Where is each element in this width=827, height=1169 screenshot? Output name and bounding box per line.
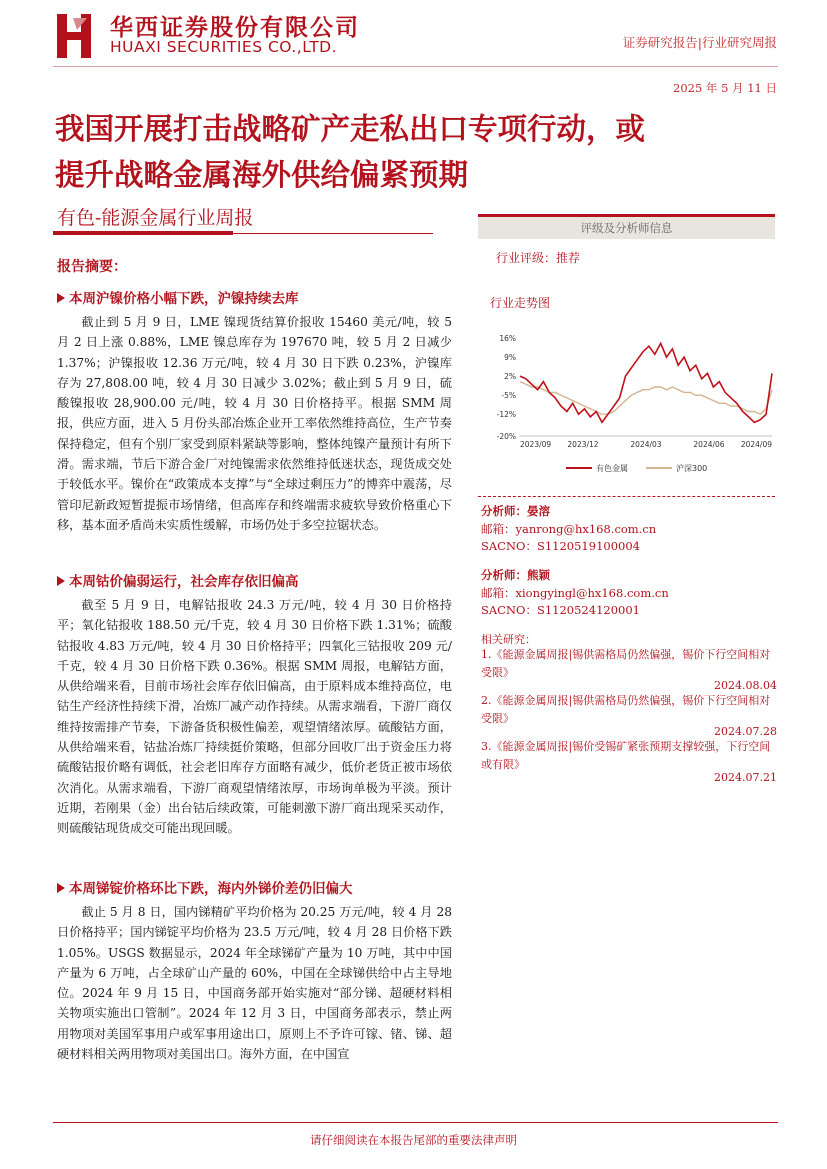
trend-chart-title: 行业走势图 — [490, 296, 551, 310]
company-name-en: HUAXI SECURITIES CO.,LTD. — [110, 38, 338, 56]
report-date: 2025 年 5 月 11 日 — [673, 81, 777, 95]
section-nickel — [57, 287, 452, 535]
analyst-name: 分析师：晏溶 — [481, 504, 550, 518]
related-date-2: 2024.07.28 — [714, 725, 777, 738]
report-title — [55, 106, 795, 198]
x-tick-label: 2024/03 — [630, 440, 662, 449]
y-tick-label: 2% — [504, 372, 516, 382]
footer-disclaimer: 请仔细阅读在本报告尾部的重要法律声明 — [310, 1133, 517, 1147]
y-tick-label: 16% — [499, 334, 516, 343]
analyst-email: 邮箱：xiongyingl@hx168.com.cn — [481, 586, 669, 600]
arrow-icon — [57, 576, 65, 586]
y-tick-label: -12% — [496, 410, 516, 420]
x-tick-label: 2024/09 — [740, 440, 772, 449]
arrow-icon — [57, 883, 65, 893]
analyst-sacno: SACNO：S1120519100004 — [481, 539, 640, 553]
title-line-1: 我国开展打击战略矿产走私出口专项行动，或 — [55, 111, 646, 146]
analyst-1 — [481, 503, 656, 554]
section-title: 本周沪镍价格小幅下跌，沪镍持续去库 — [57, 287, 452, 307]
x-tick-label: 2024/06 — [693, 440, 725, 449]
related-date-1: 2024.08.04 — [714, 679, 777, 692]
series-line-nonferrous — [520, 343, 772, 422]
y-tick-label: 9% — [504, 353, 516, 363]
title-line-2: 提升战略金属海外供给偏紧预期 — [55, 157, 469, 192]
subtitle-divider — [53, 231, 233, 235]
legend-label: 沪深300 — [676, 464, 708, 473]
analyst-2 — [481, 567, 669, 618]
arrow-icon — [57, 293, 65, 303]
summary-heading: 报告摘要： — [57, 259, 127, 275]
footer-divider — [53, 1122, 778, 1123]
section-title: 本周锑锭价格环比下跌，海内外锑价差仍旧偏大 — [57, 877, 452, 897]
subtitle-divider-thin — [232, 233, 433, 234]
section-cobalt — [57, 570, 452, 839]
related-item-2[interactable]: 2.《能源金属周报|锡供需格局仍然偏强，锡价下行空间相对受限》 — [481, 694, 771, 725]
related-item-3[interactable]: 3.《能源金属周报|锡价受锡矿紧张预期支撑较强，下行空间或有限》 — [481, 740, 771, 771]
section-title: 本周钴价偏弱运行，社会库存依旧偏高 — [57, 570, 452, 590]
series-line-csi300 — [520, 382, 772, 415]
sidebar-divider — [478, 496, 775, 497]
sidebar-header: 评级及分析师信息 — [478, 214, 775, 239]
analyst-sacno: SACNO：S1120524120001 — [481, 603, 640, 617]
industry-trend-chart — [484, 318, 779, 483]
industry-rating: 行业评级：推荐 — [496, 251, 581, 265]
report-type: 证券研究报告|行业研究周报 — [622, 35, 777, 50]
x-tick-label: 2023/12 — [567, 440, 599, 449]
legend-label: 有色金属 — [596, 464, 628, 473]
section-body: 截至 5 月 9 日，电解钴报收 24.3 万元/吨，较 4 月 30 日价格持平；氧化钴报收 188.50 元/千克，较 4 月 30 日价格下跌 1.31%；硫酸钴报收 4.83 万元/吨，较 4 月 30 日价格持平；四氧化三钴报收 209 元/千克，较 4 月 30 日价格下跌 0.36%。根据 SMM 周报，电解钴方面，从供给端来看，目前市场社会库存依旧偏高，由于原料成本维持高位，电钴生产经济性持续下滑，冶炼厂减产动作持续。从需求端看，下游厂商仅维持按需排产节奏，下游备货积极性偏差，观望情绪浓厚。硫酸钴方面，从供给端来看，钴盐冶炼厂持续挺价策略，但部分回收厂出于资金压力将硫酸钴报价略有调低，社会老旧库存方面略有减少，低价老货正被市场依次消化。从需求端看，下游厂商观望情绪浓厚，市场询单极为平淡。预计近期，若刚果（金）出台钴后续政策，可能刺激下游厂商出现采买动作，则硫酸钴现货成交可能出现回暖。 — [57, 598, 452, 836]
y-tick-label: -5% — [501, 391, 516, 401]
report-subtitle: 有色-能源金属行业周报 — [57, 207, 254, 229]
huaxi-logo-icon — [53, 10, 95, 62]
related-item-1[interactable]: 1.《能源金属周报|锡供需格局仍然偏强，锡价下行空间相对受限》 — [481, 648, 771, 679]
company-name-cn: 华西证券股份有限公司 — [110, 15, 360, 41]
related-date-3: 2024.07.21 — [714, 771, 777, 784]
header-divider — [53, 66, 778, 67]
x-tick-label: 2023/09 — [520, 440, 552, 449]
analyst-email: 邮箱：yanrong@hx168.com.cn — [481, 522, 657, 536]
section-body: 截止 5 月 8 日，国内锑精矿平均价格为 20.25 万元/吨，较 4 月 28 日价格持平；国内锑锭平均价格为 23.5 万元/吨，较 4 月 28 日价格下跌 1.05%。USGS 数据显示，2024 年全球锑矿产量为 10 万吨，其中中国产量为 6 万吨，占全球矿山产量的 60%，中国在全球锑供给中占主导地位。2024 年 9 月 15 日，中国商务部开始实施对“部分锑、超硬材料相关物项实施出口管制”。2024 年 12 月 3 日，中国商务部表示，禁止两用物项对美国军事用户或军事用途出口，原则上不予许可镓、锗、锑、超硬材料相关两用物项对美国出口。海外方面，在中国宣 — [57, 905, 452, 1062]
section-antimony — [57, 877, 452, 1064]
related-research-heading: 相关研究： — [481, 633, 536, 646]
analyst-name: 分析师：熊颖 — [481, 568, 550, 582]
section-body: 截止到 5 月 9 日，LME 镍现货结算价报收 15460 美元/吨，较 5 月 2 日上涨 0.88%，LME 镍总库存为 197670 吨，较 5 月 2 日减少 1.37%；沪镍报收 12.36 万元/吨，较 4 月 30 日下跌 0.23%，沪镍库存为 27,808.00 吨，较 4 月 30 日减少 3.02%；截止到 5 月 9 日，硫酸镍报收 28,900.00 元/吨，较 4 月 30 日价格持平。根据 SMM 周报，供应方面，进入 5 月份头部冶炼企业开工率依然维持高位，生产节奏保持稳定，但有个别厂家受到原料紧缺等影响，整体纯镍产量预计有所下滑。需求端，节后下游合金厂对纯镍需求依然维持低迷状态，现货成交处于较低水平。镍价在“政策成本支撑”与“全球过剩压力”的博弈中震荡，尽管印尼新政短暂提振市场情绪，但高库存和终端需求疲软导致价格重心下移，基本面矛盾尚未实质性缓解，市场仍处于多空拉锯状态。 — [57, 315, 452, 532]
y-tick-label: -20% — [496, 432, 516, 441]
